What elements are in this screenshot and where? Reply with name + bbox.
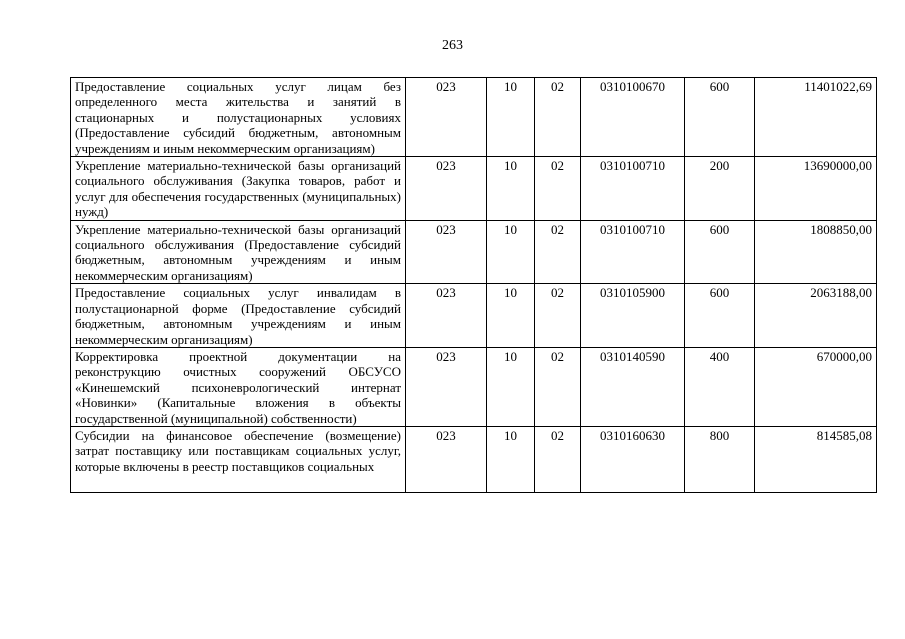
row-amount: 1808850,00 (755, 220, 877, 284)
row-ministry-code: 023 (406, 284, 487, 348)
budget-table (70, 77, 877, 493)
row-ministry-code: 023 (406, 78, 487, 157)
row-subsection-code: 02 (535, 78, 581, 157)
table-row (71, 220, 877, 284)
table-row (71, 347, 877, 426)
row-amount: 11401022,69 (755, 78, 877, 157)
row-subsection-code: 02 (535, 347, 581, 426)
row-section-code: 10 (487, 426, 535, 492)
row-section-code: 10 (487, 220, 535, 284)
table-row (71, 426, 877, 492)
row-ministry-code: 023 (406, 220, 487, 284)
row-expense-type: 400 (685, 347, 755, 426)
row-description: Укрепление материально-технической базы организаций социального обслуживания (Закупка товаров, работ и услуг для обеспечения государственных (муниципальных) нужд) (71, 157, 406, 221)
row-ministry-code: 023 (406, 347, 487, 426)
row-target-article: 0310140590 (581, 347, 685, 426)
row-amount: 2063188,00 (755, 284, 877, 348)
row-expense-type: 200 (685, 157, 755, 221)
row-ministry-code: 023 (406, 157, 487, 221)
row-expense-type: 800 (685, 426, 755, 492)
row-description: Укрепление материально-технической базы организаций социального обслуживания (Предоставление субсидий бюджетным, автономным учреждениям и иным некоммерческим организациям) (71, 220, 406, 284)
row-description: Предоставление социальных услуг инвалидам в полустационарной форме (Предоставление субсидий бюджетным, автономным учреждениям и иным некоммерческим организациям) (71, 284, 406, 348)
row-description: Предоставление социальных услуг лицам без определенного места жительства и занятий в стационарных и полустационарных условиях (Предоставление субсидий бюджетным, автономным учреждениям и иным некоммерческим организациям) (71, 78, 406, 157)
row-target-article: 0310100710 (581, 220, 685, 284)
page-number: 263 (442, 38, 463, 53)
row-target-article: 0310100670 (581, 78, 685, 157)
row-amount: 13690000,00 (755, 157, 877, 221)
row-section-code: 10 (487, 284, 535, 348)
row-subsection-code: 02 (535, 157, 581, 221)
row-amount: 670000,00 (755, 347, 877, 426)
row-subsection-code: 02 (535, 426, 581, 492)
row-section-code: 10 (487, 347, 535, 426)
row-section-code: 10 (487, 78, 535, 157)
table-row (71, 78, 877, 157)
row-amount: 814585,08 (755, 426, 877, 492)
row-expense-type: 600 (685, 78, 755, 157)
row-subsection-code: 02 (535, 220, 581, 284)
row-description: Субсидии на финансовое обеспечение (возмещение) затрат поставщику или поставщикам социальных услуг, которые включены в реестр поставщиков социальных (71, 426, 406, 492)
row-target-article: 0310105900 (581, 284, 685, 348)
row-target-article: 0310160630 (581, 426, 685, 492)
row-expense-type: 600 (685, 284, 755, 348)
table-row (71, 284, 877, 348)
row-expense-type: 600 (685, 220, 755, 284)
row-ministry-code: 023 (406, 426, 487, 492)
row-section-code: 10 (487, 157, 535, 221)
row-description: Корректировка проектной документации на реконструкцию очистных сооружений ОБСУСО «Кинешемский психоневрологический интернат «Новинки» (Капитальные вложения в объекты государственной (муниципальной) собственности) (71, 347, 406, 426)
table-row (71, 157, 877, 221)
row-subsection-code: 02 (535, 284, 581, 348)
row-target-article: 0310100710 (581, 157, 685, 221)
